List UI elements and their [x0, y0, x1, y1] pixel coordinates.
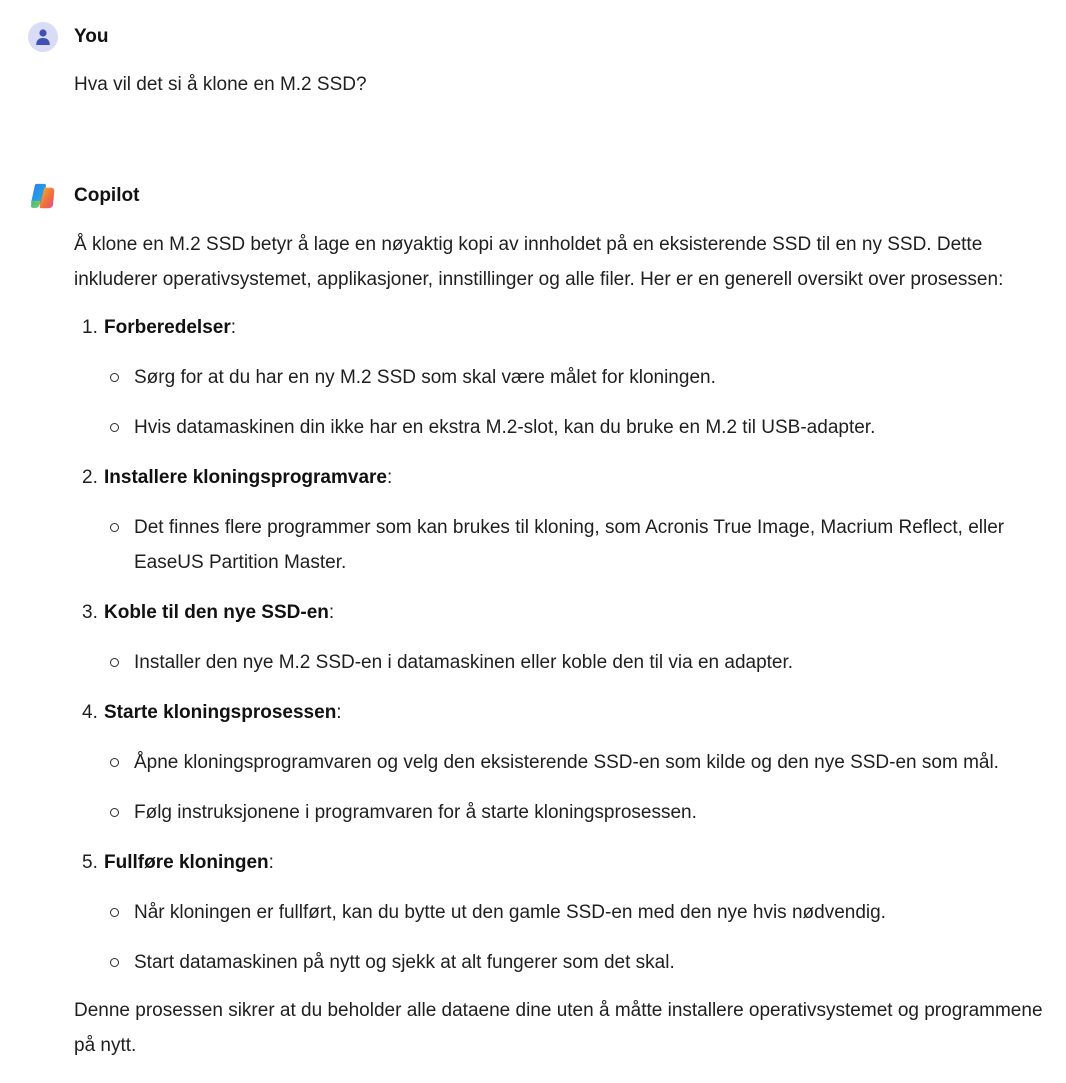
step-title: Installere kloningsprogramvare: — [104, 467, 393, 488]
sub-list — [104, 510, 1059, 580]
sub-list — [104, 645, 1059, 680]
bullet-icon — [110, 523, 119, 532]
step-title: Koble til den nye SSD-en: — [104, 602, 335, 623]
person-icon — [35, 28, 51, 46]
user-message-text: Hva vil det si å klone en M.2 SSD? — [74, 74, 367, 95]
sub-list — [104, 745, 1059, 830]
list-item: Når kloningen er fullført, kan du bytte ut den gamle SSD-en med den nye hvis nødvendig. — [134, 895, 1059, 930]
step-title: Fullføre kloningen: — [104, 852, 274, 873]
bullet-icon — [110, 758, 119, 767]
steps-list — [74, 310, 1059, 980]
list-item: Hvis datamaskinen din ikke har en ekstra M.2-slot, kan du bruke en M.2 til USB-adapter. — [134, 410, 1059, 445]
bullet-icon — [110, 958, 119, 967]
user-sender-name: You — [74, 26, 109, 47]
copilot-message-header — [28, 181, 139, 211]
copilot-sender-name: Copilot — [74, 185, 140, 206]
list-item: Følg instruksjonene i programvaren for å starte kloningsprosessen. — [134, 795, 1059, 830]
step-number: 3. — [82, 602, 98, 623]
copilot-avatar — [28, 181, 58, 211]
step-item — [82, 310, 1059, 445]
copilot-logo-icon — [28, 181, 58, 211]
sub-list — [104, 895, 1059, 980]
copilot-closing-paragraph: Denne prosessen sikrer at du beholder alle dataene dine uten å måtte installere operativsystemet og programmene på nytt. — [74, 1000, 1043, 1056]
user-avatar — [28, 22, 58, 52]
sub-list — [104, 360, 1059, 445]
step-item — [82, 595, 1059, 680]
step-title: Forberedelser: — [104, 317, 237, 338]
list-item: Åpne kloningsprogramvaren og velg den eksisterende SSD-en som kilde og den nye SSD-en som mål. — [134, 745, 1059, 780]
copilot-message-body — [74, 227, 1059, 1063]
user-message-header — [28, 22, 108, 52]
copilot-intro-paragraph: Å klone en M.2 SSD betyr å lage en nøyaktig kopi av innholdet på en eksisterende SSD til en ny SSD. Dette inkluderer operativsystemet, applikasjoner, innstillinger og alle filer. Her er en generell oversikt over prosessen: — [74, 234, 1004, 290]
step-item — [82, 695, 1059, 830]
step-item — [82, 460, 1059, 580]
list-item: Installer den nye M.2 SSD-en i datamaskinen eller koble den til via en adapter. — [134, 645, 1059, 680]
list-item: Sørg for at du har en ny M.2 SSD som skal være målet for kloningen. — [134, 360, 1059, 395]
bullet-icon — [110, 808, 119, 817]
bullet-icon — [110, 658, 119, 667]
bullet-icon — [110, 423, 119, 432]
step-number: 1. — [82, 317, 98, 338]
list-item: Start datamaskinen på nytt og sjekk at alt fungerer som det skal. — [134, 945, 1059, 980]
list-item: Det finnes flere programmer som kan brukes til kloning, som Acronis True Image, Macrium Reflect, eller EaseUS Partition Master. — [134, 510, 1059, 580]
step-number: 5. — [82, 852, 98, 873]
step-title: Starte kloningsprosessen: — [104, 702, 342, 723]
bullet-icon — [110, 908, 119, 917]
step-item — [82, 845, 1059, 980]
step-number: 2. — [82, 467, 98, 488]
step-number: 4. — [82, 702, 98, 723]
bullet-icon — [110, 373, 119, 382]
